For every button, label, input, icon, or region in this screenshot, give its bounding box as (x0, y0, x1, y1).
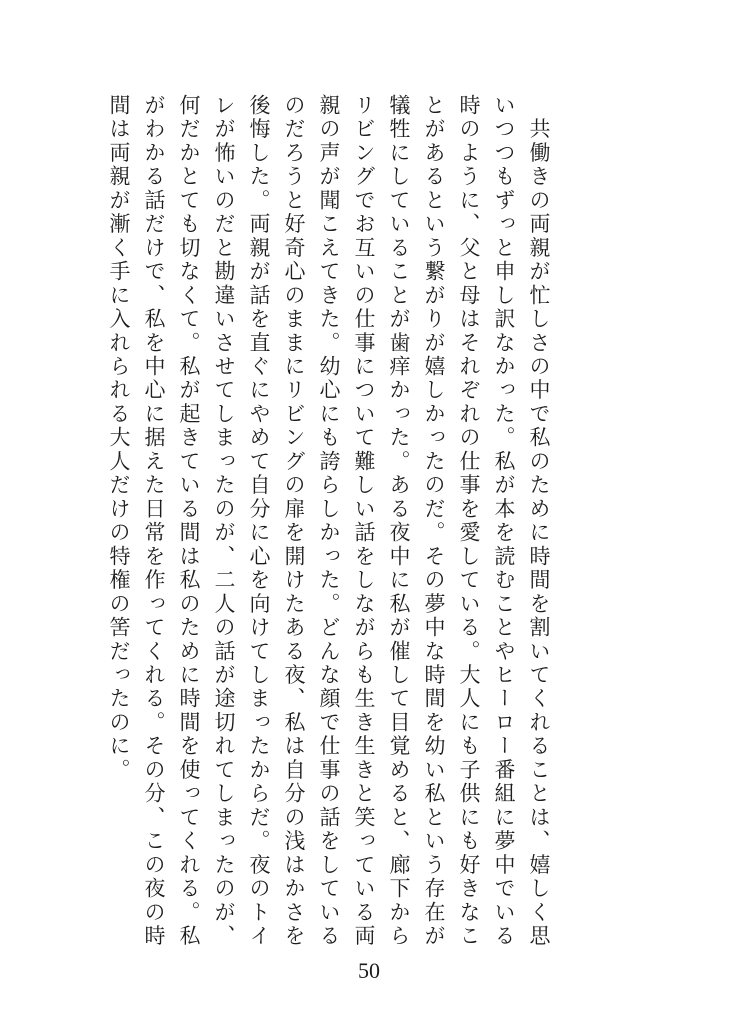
page-number: 50 (358, 958, 380, 983)
vertical-text-body (101, 94, 556, 952)
paragraph: 共働きの両親が忙しさの中で私のために時間を割いてくれることは、嬉しく思いつつもずっと申し訳なかった。私が本を読むことやヒーロー番組に夢中でいる時のように、父と母はそれぞれの仕事を愛している。大人にも子供にも好きなことがあるという繋がりが嬉しかったのだ。その夢中な時間を幼い私という存在が犠牲にしていることが歯痒かった。ある夜中に私が催して目覚めると、廊下からリビングでお互いの仕事について難しい話をしながらも生き生きと笑っている両親の声が聞こえてきた。幼心にも誇らしかった。どんな顔で仕事の話をしているのだろうと好奇心のままにリビングの扉を開けたある夜、私は自分の浅はかさを後悔した。両親が話を直ぐにやめて自分に心を向けてしまったからだ。夜のトイレが怖いのだと勘違いさせてしまったのが、二人の話が途切れてしまったのが、何だかとても切なくて。私が起きている間は私のために時間を使ってくれる。私がわかる話だけで、私を中心に据えた日常を作ってくれる。その分、この夜の時間は両親が漸く手に入れられる大人だけの特権の筈だったのに。 (107, 94, 551, 949)
